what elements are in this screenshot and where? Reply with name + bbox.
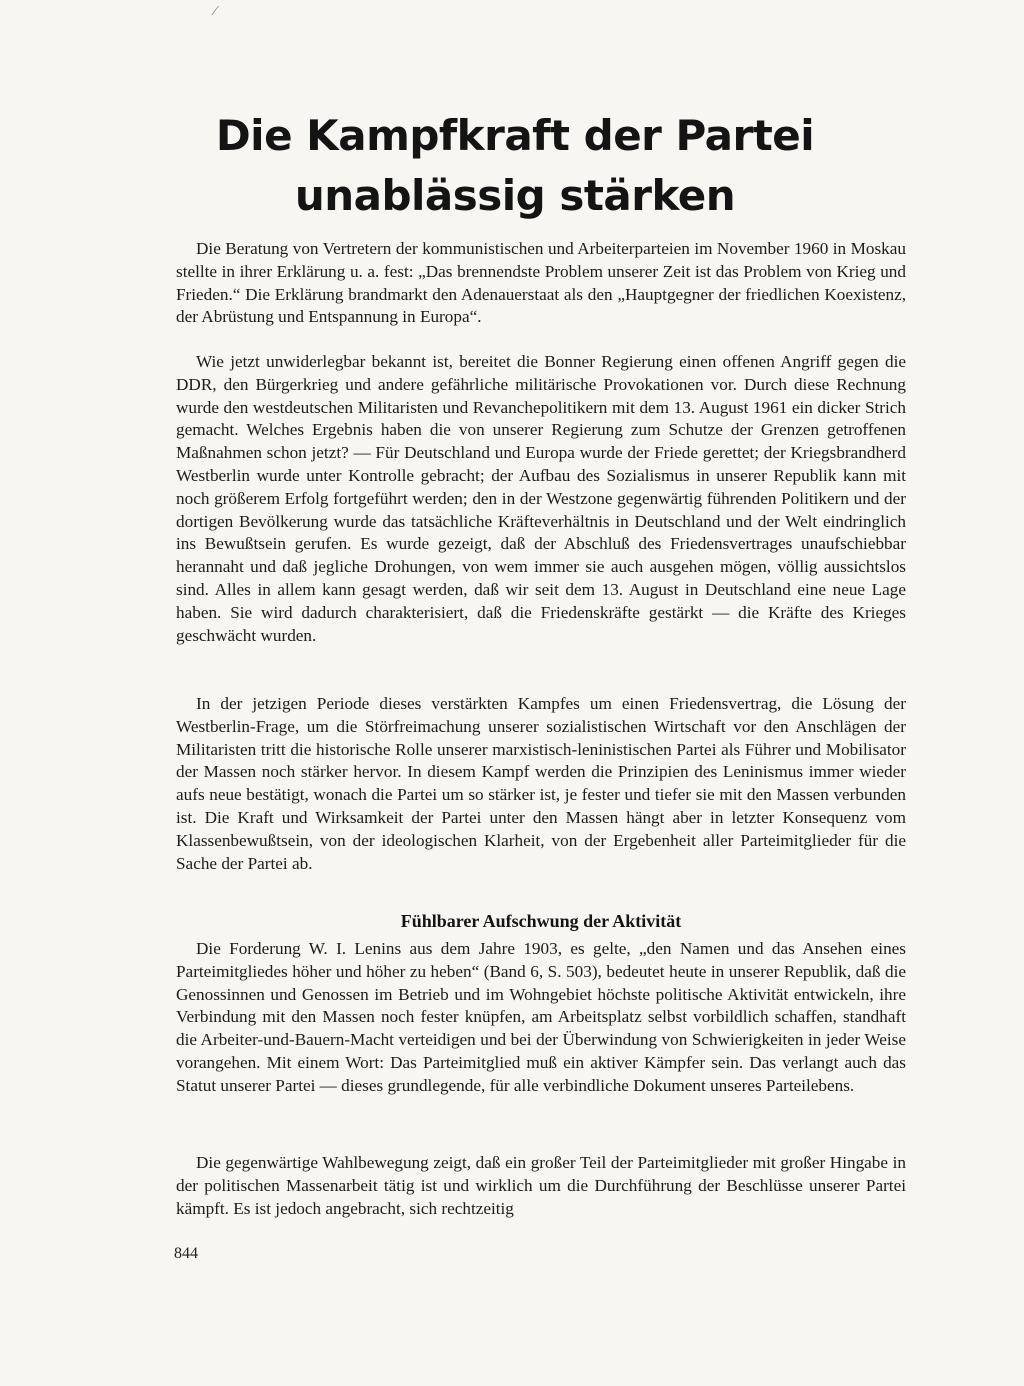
title-line-1: Die Kampfkraft der Partei bbox=[215, 111, 815, 160]
page-number: 844 bbox=[174, 1245, 198, 1262]
stray-mark: ⁄ bbox=[214, 4, 217, 19]
section-heading: Fühlbarer Aufschwung der Aktivität bbox=[400, 911, 682, 931]
paragraph-2: Wie jetzt unwiderlegbar bekannt ist, bereitet die Bonner Regierung einen offenen Angriff gegen die DDR, den Bürgerkrieg und andere gefährliche militärische Provokationen vor. Durch diese Rechnung wurde den westdeutschen Militaristen und Revanchepolitikern mit dem 13. August 1961 ein dicker Strich gemacht. Welches Ergebnis haben die von unserer Regierung zum Schutze der Grenzen getroffenen Maßnahmen schon jetzt? — Für Deutschland und Europa wurde der Friede gerettet; der Kriegsbrandherd Westberlin wurde unter Kontrolle gebracht; der Aufbau des Sozialismus in unserer Republik kann mit noch größerem Erfolg fortgeführt werden; den in der Westzone gegenwärtig führenden Politikern und der dortigen Bevölkerung wurde das tatsächliche Kräfteverhältnis in Deutschland und der Welt eindringlich ins Bewußtsein gerufen. Es wurde gezeigt, daß der Abschluß des Friedensvertrages unaufschiebbar herannaht und daß jegliche Drohungen, von wem immer sie auch ausgehen mögen, völlig aussichtslos sind. Alles in allem kann gesagt werden, daß wir seit dem 13. August in Deutschland eine neue Lage haben. Sie wird dadurch charakterisiert, daß die Friedenskräfte gestärkt — die Kräfte des Krieges geschwächt wurden. bbox=[176, 352, 906, 645]
paragraph-4: Die Forderung W. I. Lenins aus dem Jahre 1903, es gelte, „den Namen und das Ansehen eines Parteimitgliedes höher und höher zu heben“ (Band 6, S. 503), bedeutet heute in unserer Republik, daß die Genossinnen und Genossen im Betrieb und im Wohngebiet höchste politische Aktivität entwickeln, ihre Verbindung mit den Massen noch fester knüpfen, am Arbeitsplatz selbst vorbildlich schaffen, standhaft die Arbeiter-und-Bauern-Macht verteidigen und bei der Überwindung von Schwierigkeiten in jeder Weise vorangehen. Mit einem Wort: Das Parteimitglied muß ein aktiver Kämpfer sein. Das verlangt auch das Statut unserer Partei — dieses grundlegende, für alle verbindliche Dokument unseres Parteilebens. bbox=[176, 939, 906, 1095]
paragraph-3: In der jetzigen Periode dieses verstärkten Kampfes um einen Friedensvertrag, die Lösung der Westberlin-Frage, um die Störfreimachung unserer sozialistischen Wirtschaft vor den Anschlägen der Militaristen tritt die historische Rolle unserer marxistisch-leninistischen Partei als Führer und Mobilisator der Massen noch stärker hervor. In diesem Kampf werden die Prinzipien des Leninismus immer wieder aufs neue bestätigt, wonach die Partei um so stärker ist, je fester und tiefer sie mit den Massen verbunden ist. Die Kraft und Wirksamkeit der Partei unter den Massen hängt aber in letzter Konsequenz vom Klassenbewußtsein, von der ideologischen Klarheit, von der Ergebenheit aller Parteimitglieder für die Sache der Partei ab. bbox=[176, 694, 906, 873]
paragraph-1: Die Beratung von Vertretern der kommunistischen und Arbeiterparteien im November 1960 in Moskau stellte in ihrer Erklärung u. a. fest: „Das brennendste Problem unserer Zeit ist das Problem von Krieg und Frieden.“ Die Erklärung brandmarkt den Adenauerstaat als den „Hauptgegner der friedlichen Koexistenz, der Abrüstung und Entspannung in Europa“. bbox=[176, 239, 906, 327]
article-title bbox=[170, 106, 860, 226]
title-line-2: unablässig stärken bbox=[294, 171, 736, 220]
paragraph-5: Die gegenwärtige Wahlbewegung zeigt, daß ein großer Teil der Parteimitglieder mit großer Hingabe in der politischen Massenarbeit tätig ist und wirklich um die Durchführung der Beschlüsse unserer Partei kämpft. Es ist jedoch angebracht, sich rechtzeitig bbox=[176, 1153, 906, 1218]
